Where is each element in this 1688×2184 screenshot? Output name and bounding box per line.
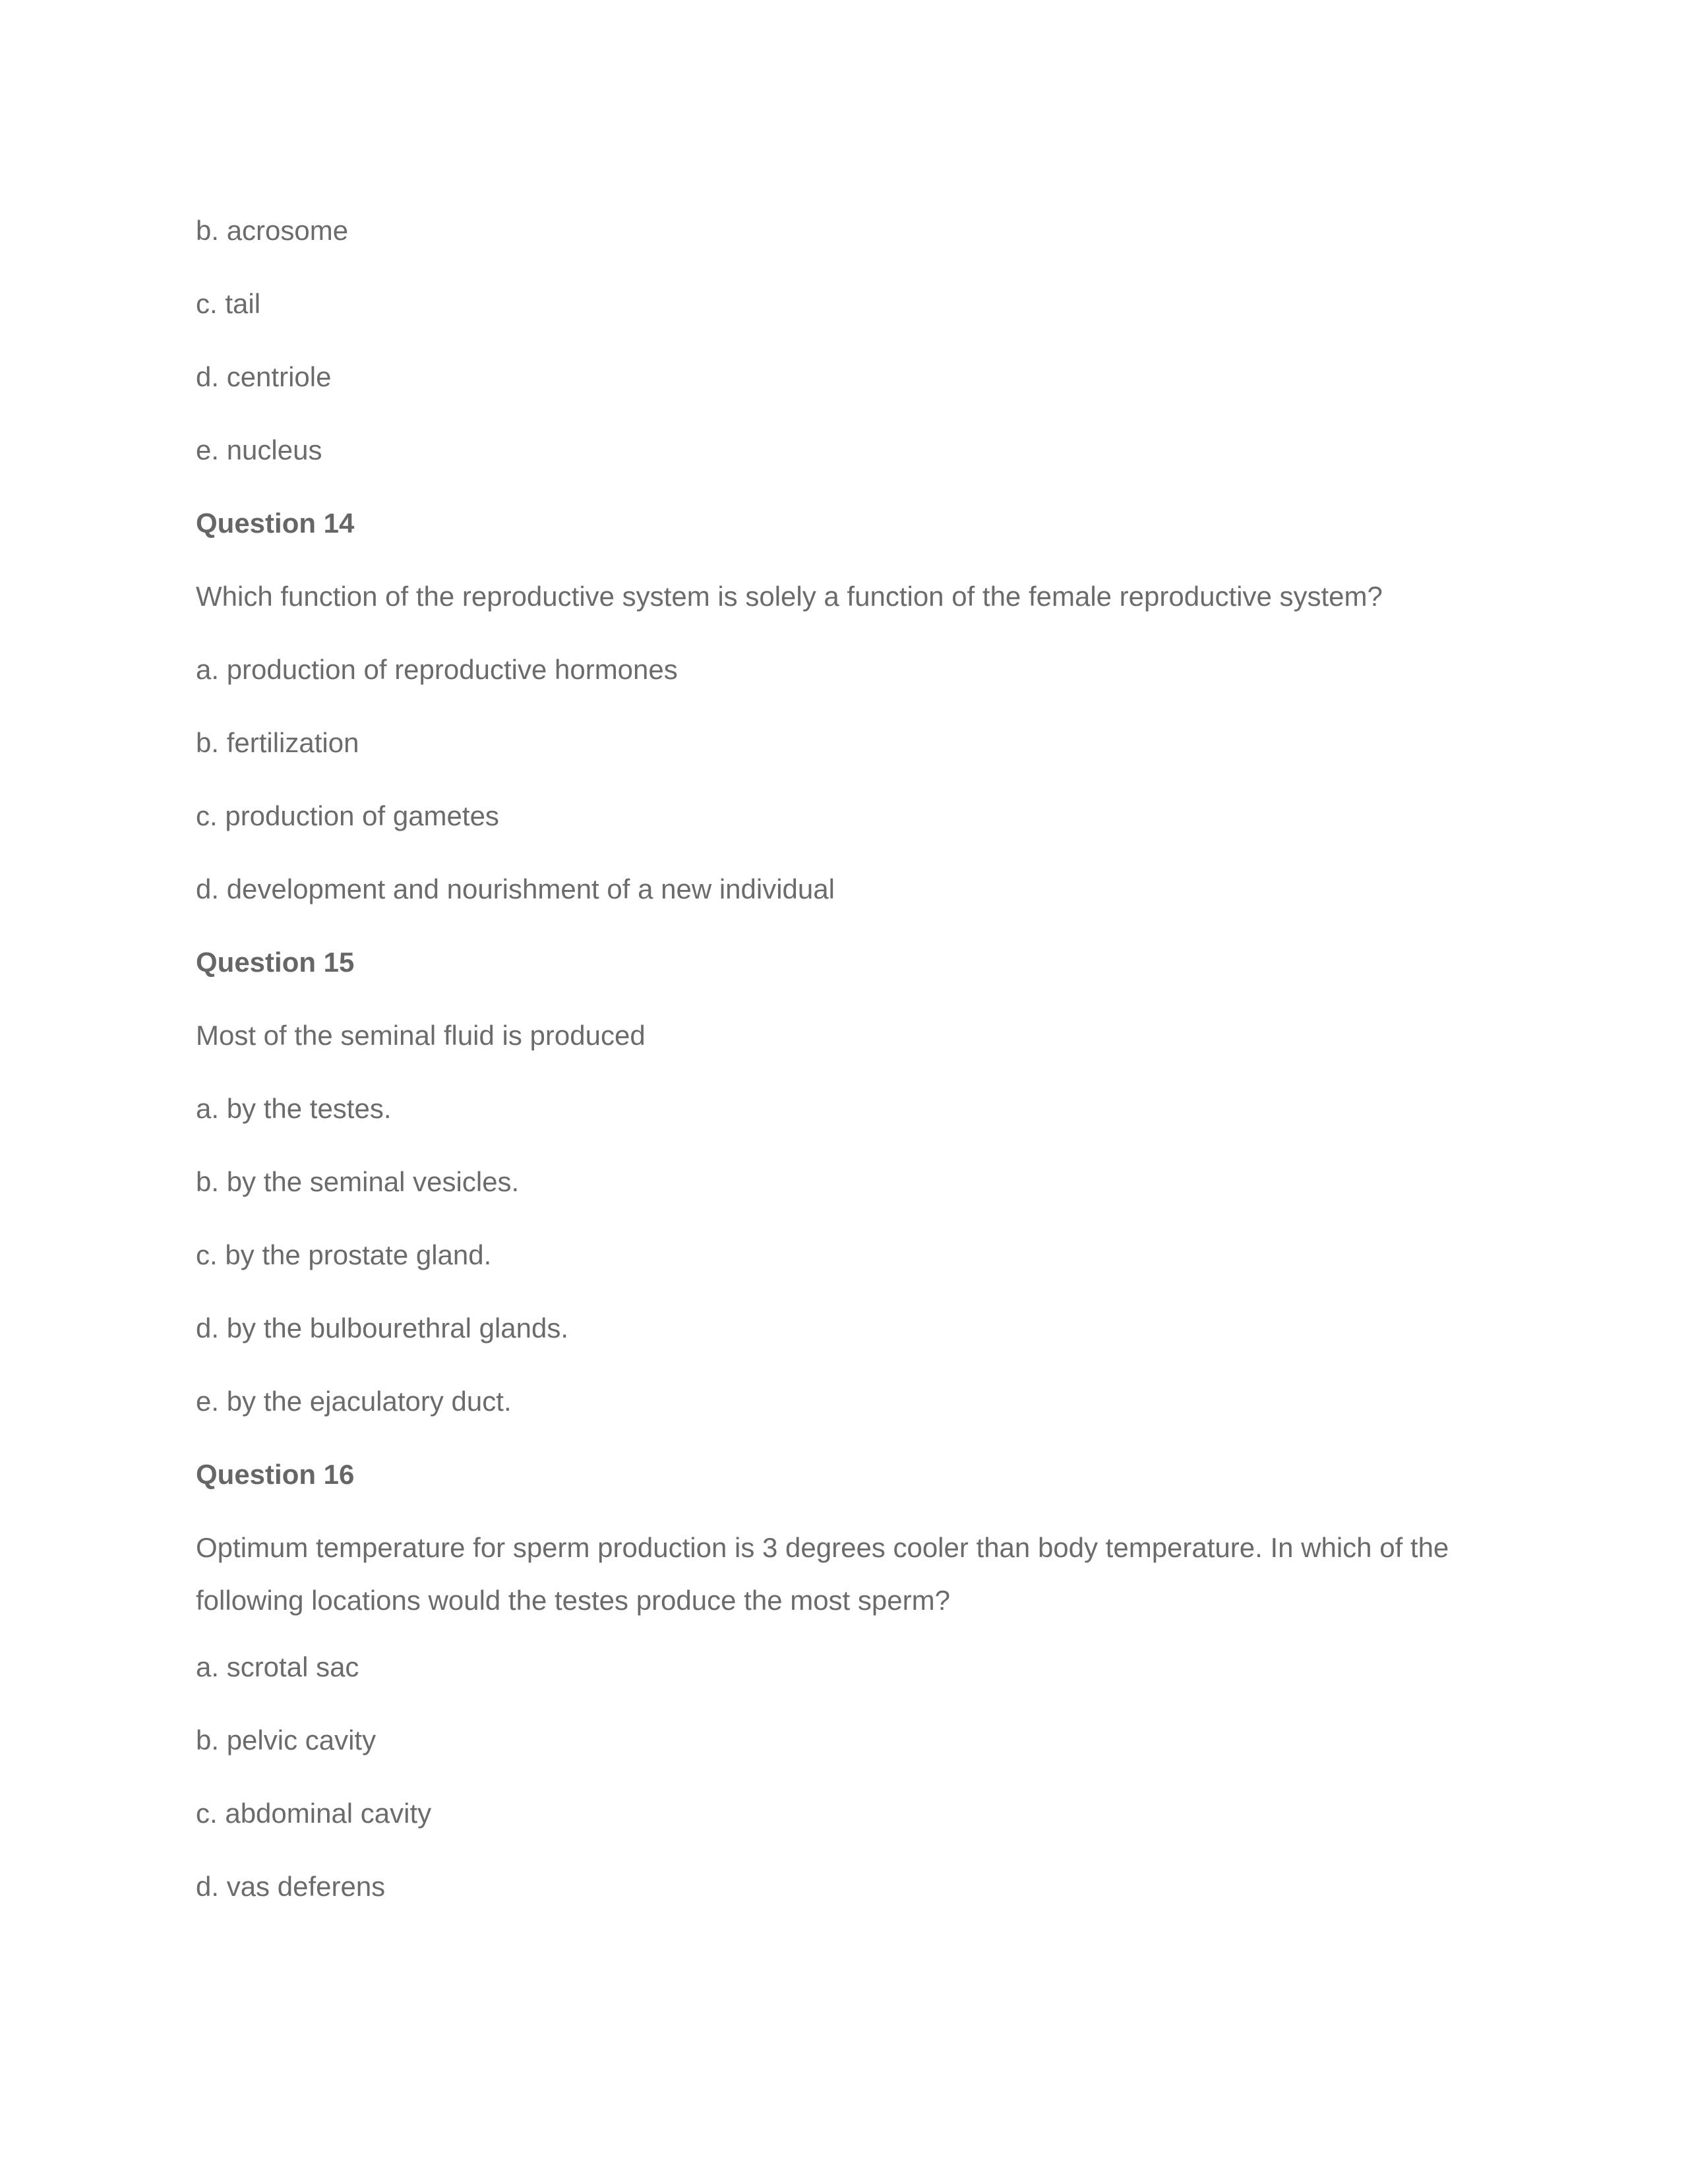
- answer-option: c. abdominal cavity: [196, 1798, 432, 1829]
- question-heading: Question 14: [196, 508, 355, 539]
- question-heading: Question 15: [196, 947, 355, 978]
- answer-option: c. production of gametes: [196, 800, 499, 831]
- answer-option: e. nucleus: [196, 434, 322, 465]
- question-prompt: Most of the seminal fluid is produced: [196, 1020, 646, 1051]
- document-page: [196, 211, 1492, 1940]
- answer-option: b. fertilization: [196, 727, 359, 758]
- question-prompt: Optimum temperature for sperm production is 3 degrees cooler than body temperature. In which of the following locations would the testes produce the most sperm?: [196, 1532, 1449, 1616]
- answer-option: a. by the testes.: [196, 1093, 392, 1124]
- answer-option: d. centriole: [196, 361, 332, 392]
- answer-option: e. by the ejaculatory duct.: [196, 1386, 512, 1417]
- answer-option: a. production of reproductive hormones: [196, 654, 678, 685]
- answer-option: d. development and nourishment of a new individual: [196, 873, 835, 904]
- answer-option: d. vas deferens: [196, 1871, 386, 1902]
- answer-option: b. by the seminal vesicles.: [196, 1166, 520, 1197]
- answer-option: d. by the bulbourethral glands.: [196, 1313, 569, 1343]
- answer-option: a. scrotal sac: [196, 1651, 359, 1682]
- answer-option: b. pelvic cavity: [196, 1725, 377, 1756]
- answer-option: c. by the prostate gland.: [196, 1239, 492, 1270]
- question-heading: Question 16: [196, 1459, 355, 1490]
- answer-option: b. acrosome: [196, 215, 349, 246]
- question-prompt: Which function of the reproductive system is solely a function of the female reproductive system?: [196, 581, 1383, 612]
- answer-option: c. tail: [196, 288, 261, 319]
